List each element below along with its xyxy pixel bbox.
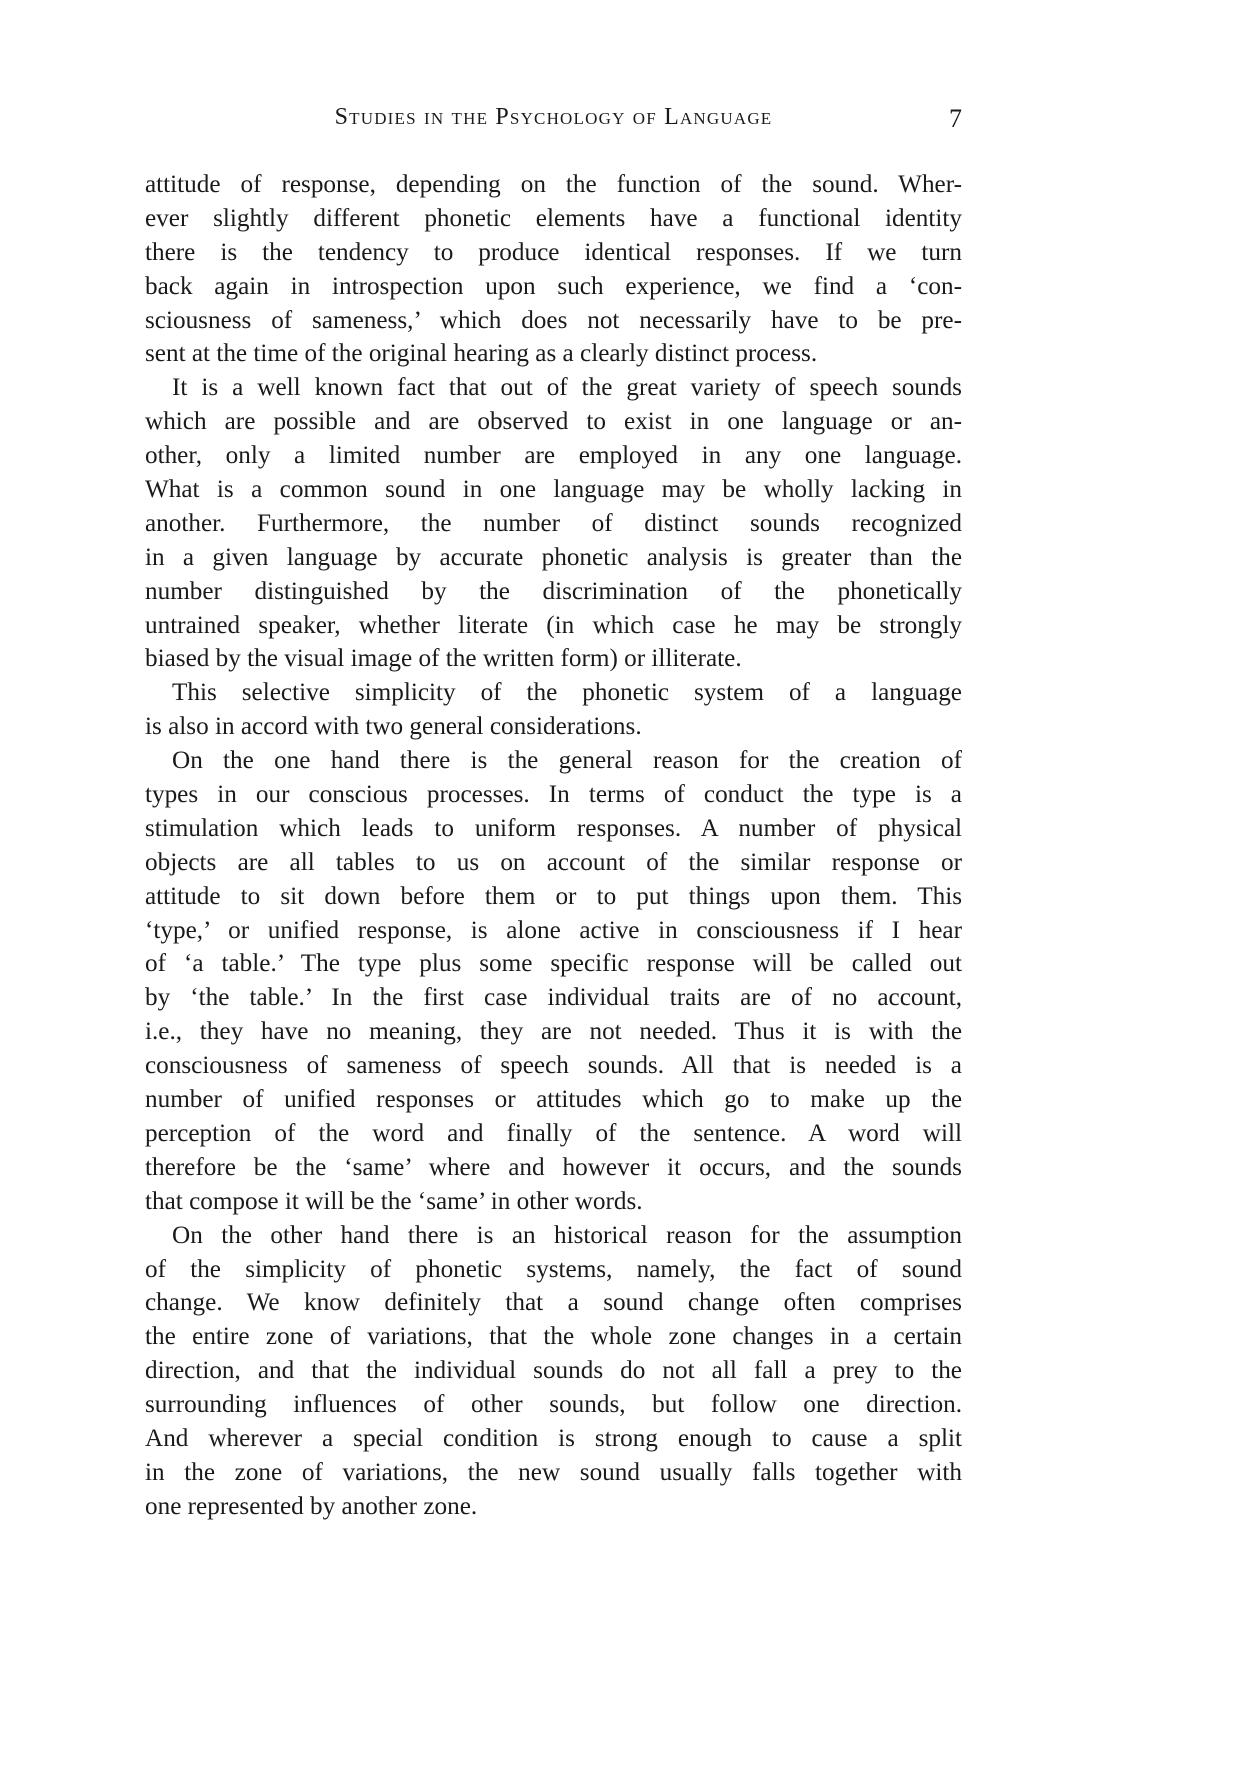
text-line: of ‘a table.’ The type plus some specific response will be called out: [145, 950, 962, 978]
text-line: attitude of response, depending on the function of the sound. Wher-: [145, 171, 962, 198]
paragraph: [145, 676, 962, 744]
text-line: It is a well known fact that out of the great variety of speech sounds: [172, 374, 962, 402]
text-line: sciousness of sameness,’ which does not necessarily have to be pre-: [145, 306, 962, 334]
text-line: another. Furthermore, the number of distinct sounds recognized: [145, 509, 962, 537]
text-line: therefore be the ‘same’ where and however it occurs, and the sounds: [145, 1153, 962, 1181]
text-line: types in our conscious processes. In terms of conduct the type is a: [145, 781, 962, 809]
text-line: change. We know definitely that a sound change often comprises: [145, 1289, 962, 1317]
text-line: On the one hand there is the general reason for the creation of: [172, 747, 962, 775]
text-line: This selective simplicity of the phonetic system of a language: [172, 679, 962, 707]
text-line: one represented by another zone.: [145, 1492, 478, 1520]
running-head: Studies in the Psychology of Language: [334, 104, 773, 130]
text-line: And wherever a special condition is strong enough to cause a split: [145, 1424, 962, 1452]
page-number: 7: [949, 104, 962, 133]
text-line: surrounding influences of other sounds, but follow one direction.: [145, 1391, 962, 1419]
paragraph: [145, 371, 962, 676]
text-line: ever slightly different phonetic elements have a functional identity: [145, 204, 962, 232]
text-line: sent at the time of the original hearing as a clearly distinct process.: [145, 340, 818, 368]
text-line: of the simplicity of phonetic systems, namely, the fact of sound: [145, 1255, 962, 1283]
text-line: stimulation which leads to uniform responses. A number of physical: [145, 814, 962, 842]
text-line: On the other hand there is an historical reason for the assumption: [172, 1221, 962, 1249]
text-line: is also in accord with two general considerations.: [145, 713, 642, 741]
text-line: back again in introspection upon such experience, we find a ‘con-: [145, 272, 962, 300]
text-line: the entire zone of variations, that the whole zone changes in a certain: [145, 1323, 962, 1351]
text-line: i.e., they have no meaning, they are not needed. Thus it is with the: [145, 1018, 962, 1046]
paragraph: [145, 1219, 962, 1524]
text-line: by ‘the table.’ In the first case individual traits are of no account,: [145, 984, 962, 1012]
text-line: that compose it will be the ‘same’ in other words.: [145, 1187, 643, 1215]
text-line: there is the tendency to produce identical responses. If we turn: [145, 238, 962, 266]
text-line: ‘type,’ or unified response, is alone active in consciousness if I hear: [145, 916, 962, 944]
text-line: consciousness of sameness of speech sounds. All that is needed is a: [145, 1052, 962, 1080]
text-line: What is a common sound in one language may be wholly lacking in: [145, 476, 962, 504]
text-line: direction, and that the individual sounds do not all fall a prey to the: [145, 1357, 962, 1385]
text-line: in a given language by accurate phonetic analysis is greater than the: [145, 543, 962, 571]
text-line: perception of the word and finally of the sentence. A word will: [145, 1119, 962, 1147]
text-line: attitude to sit down before them or to put things upon them. This: [145, 882, 962, 910]
text-line: untrained speaker, whether literate (in which case he may be strongly: [145, 611, 962, 639]
paragraph: [145, 168, 962, 371]
paragraph: [145, 744, 962, 1218]
text-line: biased by the visual image of the written form) or illiterate.: [145, 645, 742, 673]
text-line: objects are all tables to us on account of the similar response or: [145, 848, 962, 876]
text-line: number of unified responses or attitudes which go to make up the: [145, 1086, 962, 1114]
page-body: [145, 168, 962, 1524]
text-line: which are possible and are observed to exist in one language or an-: [145, 408, 962, 436]
text-line: in the zone of variations, the new sound usually falls together with: [145, 1458, 962, 1486]
page-header: [145, 104, 962, 138]
text-line: other, only a limited number are employed in any one language.: [145, 442, 962, 470]
text-line: number distinguished by the discrimination of the phonetically: [145, 577, 962, 605]
